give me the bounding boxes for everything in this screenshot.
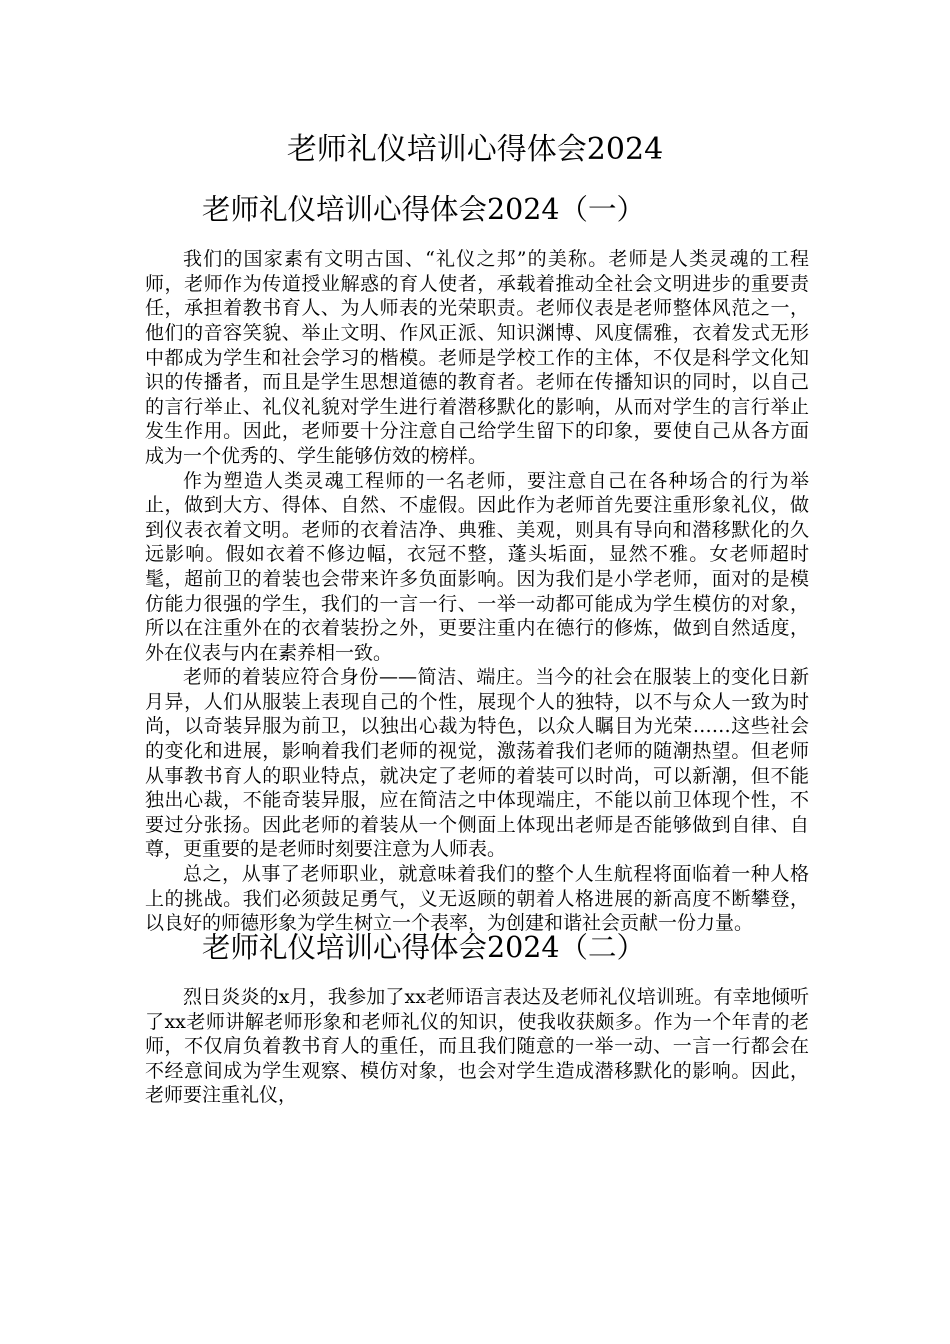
- paragraph: 烈日炎炎的x月，我参加了xx老师语言表达及老师礼仪培训班。有幸地倾听了xx老师讲解老师形象和老师礼仪的知识，使我收获颇多。作为一个年青的老师，不仅肩负着教书育人的重任，而且我们随意的一举一动、一言一行都会在不经意间成为学生观察、模仿对象，也会对学生造成潜移默化的影响。因此，老师要注重礼仪，: [145, 986, 809, 1107]
- paragraph: 我们的国家素有文明古国、“礼仪之邦”的美称。老师是人类灵魂的工程师，老师作为传道授业解惑的育人使者，承载着推动全社会文明进步的重要责任，承担着教书育人、为人师表的光荣职责。老师仪表是老师整体风范之一，他们的音容笑貌、举止文明、作风正派、知识渊博、风度儒雅，衣着发式无形中都成为学生和社会学习的楷模。老师是学校工作的主体，不仅是科学文化知识的传播者，而且是学生思想道德的教育者。老师在传播知识的同时，以自己的言行举止、礼仪礼貌对学生进行着潜移默化的影响，从而对学生的言行举止发生作用。因此，老师要十分注意自己给学生留下的印象，要使自己从各方面成为一个优秀的、学生能够仿效的榜样。: [145, 248, 809, 467]
- document-title: 老师礼仪培训心得体会2024: [286, 132, 664, 167]
- paragraph: 总之，从事了老师职业，就意味着我们的整个人生航程将面临着一种人格上的挑战。我们必须鼓足勇气，义无返顾的朝着人格进展的新高度不断攀登，以良好的师德形象为学生树立一个表率，为创建和谐社会贡献一份力量。: [145, 863, 809, 935]
- document-body: [145, 193, 809, 1108]
- section-heading-1: 老师礼仪培训心得体会2024（一）: [202, 193, 646, 226]
- paragraph: 作为塑造人类灵魂工程师的一名老师，要注意自己在各种场合的行为举止，做到大方、得体、自然、不虚假。因此作为老师首先要注重形象礼仪，做到仪表衣着文明。老师的衣着洁净、典雅、美观，则具有导向和潜移默化的久远影响。假如衣着不修边幅，衣冠不整，蓬头垢面，显然不雅。女老师超时髦，超前卫的着装也会带来许多负面影响。因为我们是小学老师，面对的是模仿能力很强的学生，我们的一言一行、一举一动都可能成为学生模仿的对象，所以在注重外在的衣着装扮之外，更要注重内在德行的修炼，做到自然适度，外在仪表与内在素养相一致。: [145, 469, 809, 664]
- paragraph: 老师的着装应符合身份——简洁、端庄。当今的社会在服装上的变化日新月异，人们从服装上表现自己的个性，展现个人的独特，以不与众人一致为时尚，以奇装异服为前卫，以独出心裁为特色，以众人瞩目为光荣……这些社会的变化和进展，影响着我们老师的视觉，激荡着我们老师的随潮热望。但老师从事教书育人的职业特点，就决定了老师的着装可以时尚，可以新潮，但不能独出心裁，不能奇装异服，应在简洁之中体现端庄，不能以前卫体现个性，不要过分张扬。因此老师的着装从一个侧面上体现出老师是否能够做到自律、自尊，更重要的是老师时刻要注意为人师表。: [145, 666, 809, 861]
- section-heading-2: 老师礼仪培训心得体会2024（二）: [202, 930, 646, 964]
